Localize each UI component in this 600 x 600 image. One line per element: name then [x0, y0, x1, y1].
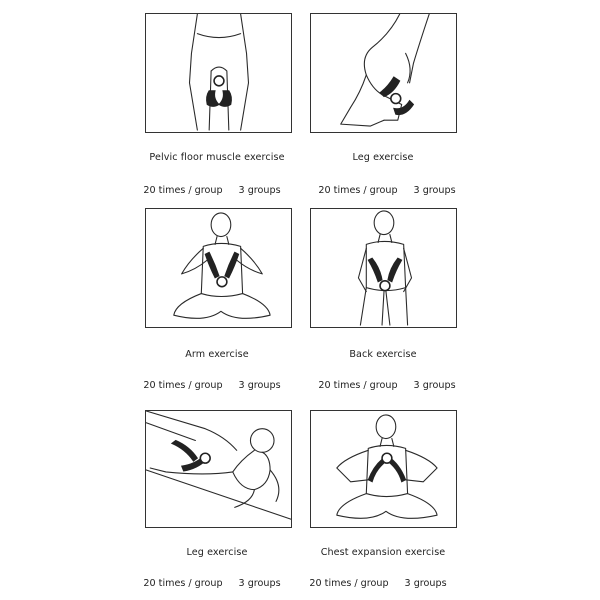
times-per-group: 20 times / group [143, 380, 223, 391]
group-count: 3 groups [413, 380, 456, 391]
group-count: 3 groups [404, 578, 447, 589]
illustration-leg-kneeling [310, 13, 457, 133]
seated-arm-figure [146, 209, 291, 327]
group-count: 3 groups [413, 185, 456, 196]
group-count: 3 groups [238, 380, 281, 391]
exercise-reps [287, 380, 487, 391]
exercise-title: Pelvic floor muscle exercise [149, 152, 285, 163]
pelvic-floor-figure [146, 14, 291, 132]
exercise-title: Leg exercise [352, 152, 414, 163]
exercise-title: Chest expansion exercise [320, 547, 446, 558]
exercise-reps [112, 380, 312, 391]
illustration-chest-expansion [310, 410, 457, 528]
exercise-reps [287, 185, 487, 196]
illustration-back [310, 208, 457, 328]
group-count: 3 groups [238, 185, 281, 196]
exercise-reps [112, 185, 312, 196]
times-per-group: 20 times / group [318, 380, 398, 391]
kneeling-leg-figure [311, 14, 456, 132]
seated-chest-figure [311, 411, 456, 527]
exercise-title: Arm exercise [185, 349, 249, 360]
times-per-group: 20 times / group [318, 185, 398, 196]
standing-back-figure [311, 209, 456, 327]
illustration-leg-lying [145, 410, 292, 528]
illustration-arm [145, 208, 292, 328]
exercise-title: Leg exercise [186, 547, 248, 558]
illustration-pelvic-floor [145, 13, 292, 133]
lying-leg-figure [146, 411, 291, 527]
group-count: 3 groups [238, 578, 281, 589]
times-per-group: 20 times / group [143, 185, 223, 196]
times-per-group: 20 times / group [143, 578, 223, 589]
exercise-title: Back exercise [349, 349, 417, 360]
exercise-reps [278, 578, 478, 589]
times-per-group: 20 times / group [309, 578, 389, 589]
